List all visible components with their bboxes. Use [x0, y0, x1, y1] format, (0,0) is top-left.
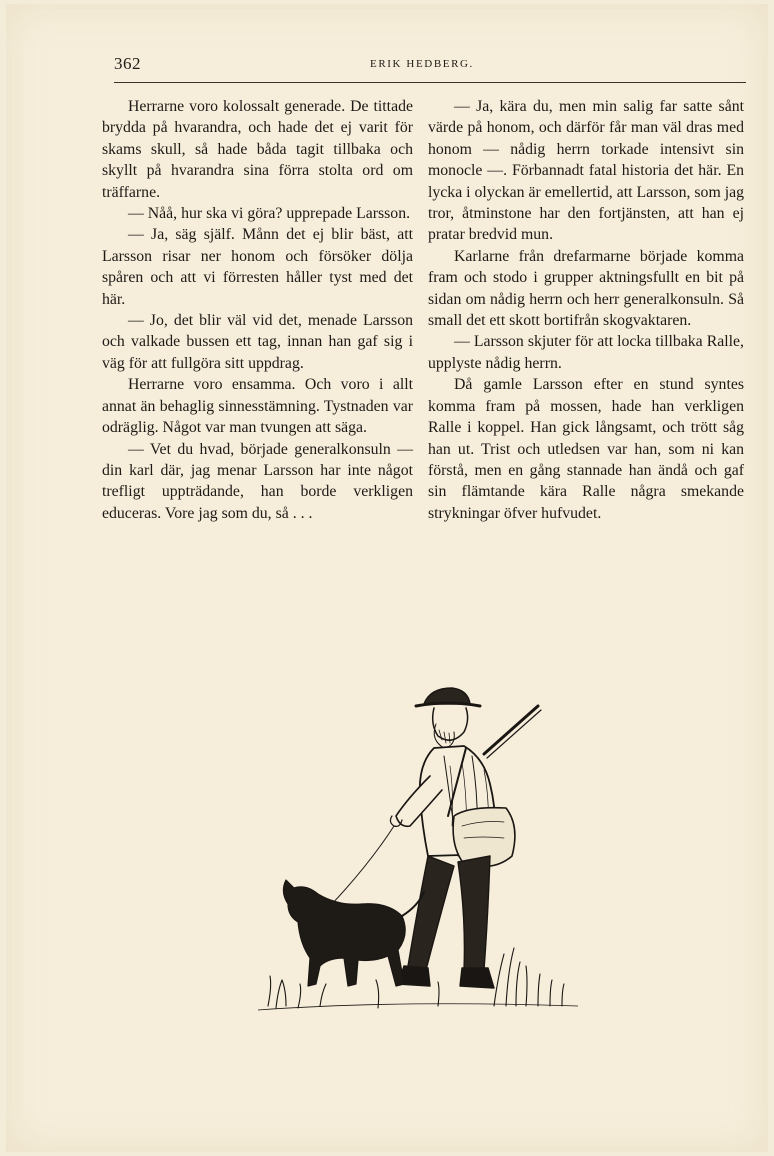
paragraph: — Ja, kära du, men min salig far satte sånt värde på honom, och därför får man väl dras med honom — nådig herrn torkade intensivt sin monocle —. Förbannadt fatal historia det här. En lycka i olyckan är emellertid, att Larsson, som jag tror, åtminstone har den fortjänsten, att han ej pratar bredvid mun.	[428, 98, 744, 244]
paragraph: — Larsson skjuter för att locka tillbaka Ralle, upplyste nådig herrn.	[428, 333, 744, 372]
paragraph: Herrarne voro ensamma. Och voro i allt annat än behaglig sinnesstämning. Tystnaden var odräglig. Något var man tvungen att säga.	[102, 376, 413, 437]
paragraph: Karlarne från drefarmarne började komma fram och stodo i grupper aktningsfullt en bit på sidan om nådig herrn och herr generalkonsuln. Så small det ett skott bortifrån skogvaktaren.	[428, 247, 744, 330]
left-column	[102, 96, 413, 524]
page-header	[114, 54, 746, 83]
paragraph: Herrarne voro kolossalt generade. De tittade brydda på hvarandra, och hade det ej varit för skams skull, så hade båda tagit tillbaka och skyllt på hvarandra sina förra stolta ord om träffarne.	[102, 98, 413, 201]
paragraph: — Jo, det blir väl vid det, menade Larsson och valkade bussen ett tag, innan han gaf sig i väg för att fullgöra sitt uppdrag.	[102, 312, 413, 372]
running-head: ERIK HEDBERG.	[370, 58, 474, 70]
paragraph: Då gamle Larsson efter en stund syntes komma fram på mossen, hade han verkligen Ralle i koppel. Han gick långsamt, och trött såg han ut. Trist och utledsen var han, som ni kan förstå, men en gång stannade han ändå och gaf sin flämtande kära Ralle några smekande strykningar öfver hufvudet.	[428, 376, 744, 522]
paragraph: — Nåå, hur ska vi göra? upprepade Larsson.	[128, 205, 411, 223]
paragraph: — Ja, säg själf. Månn det ej blir bäst, att Larsson risar ner honom och försöker dölja spåren och att vi förresten håller tyst med det här.	[102, 226, 413, 308]
book-page	[6, 4, 768, 1152]
paragraph: — Vet du hvad, började generalkonsuln — din karl där, jag menar Larsson har inte något trefligt uppträdande, han borde verkligen educeras. Vore jag som du, så . . .	[102, 440, 413, 522]
right-column	[428, 96, 744, 524]
page-number: 362	[114, 54, 141, 73]
hunter-with-dog-illustration	[258, 666, 578, 1026]
